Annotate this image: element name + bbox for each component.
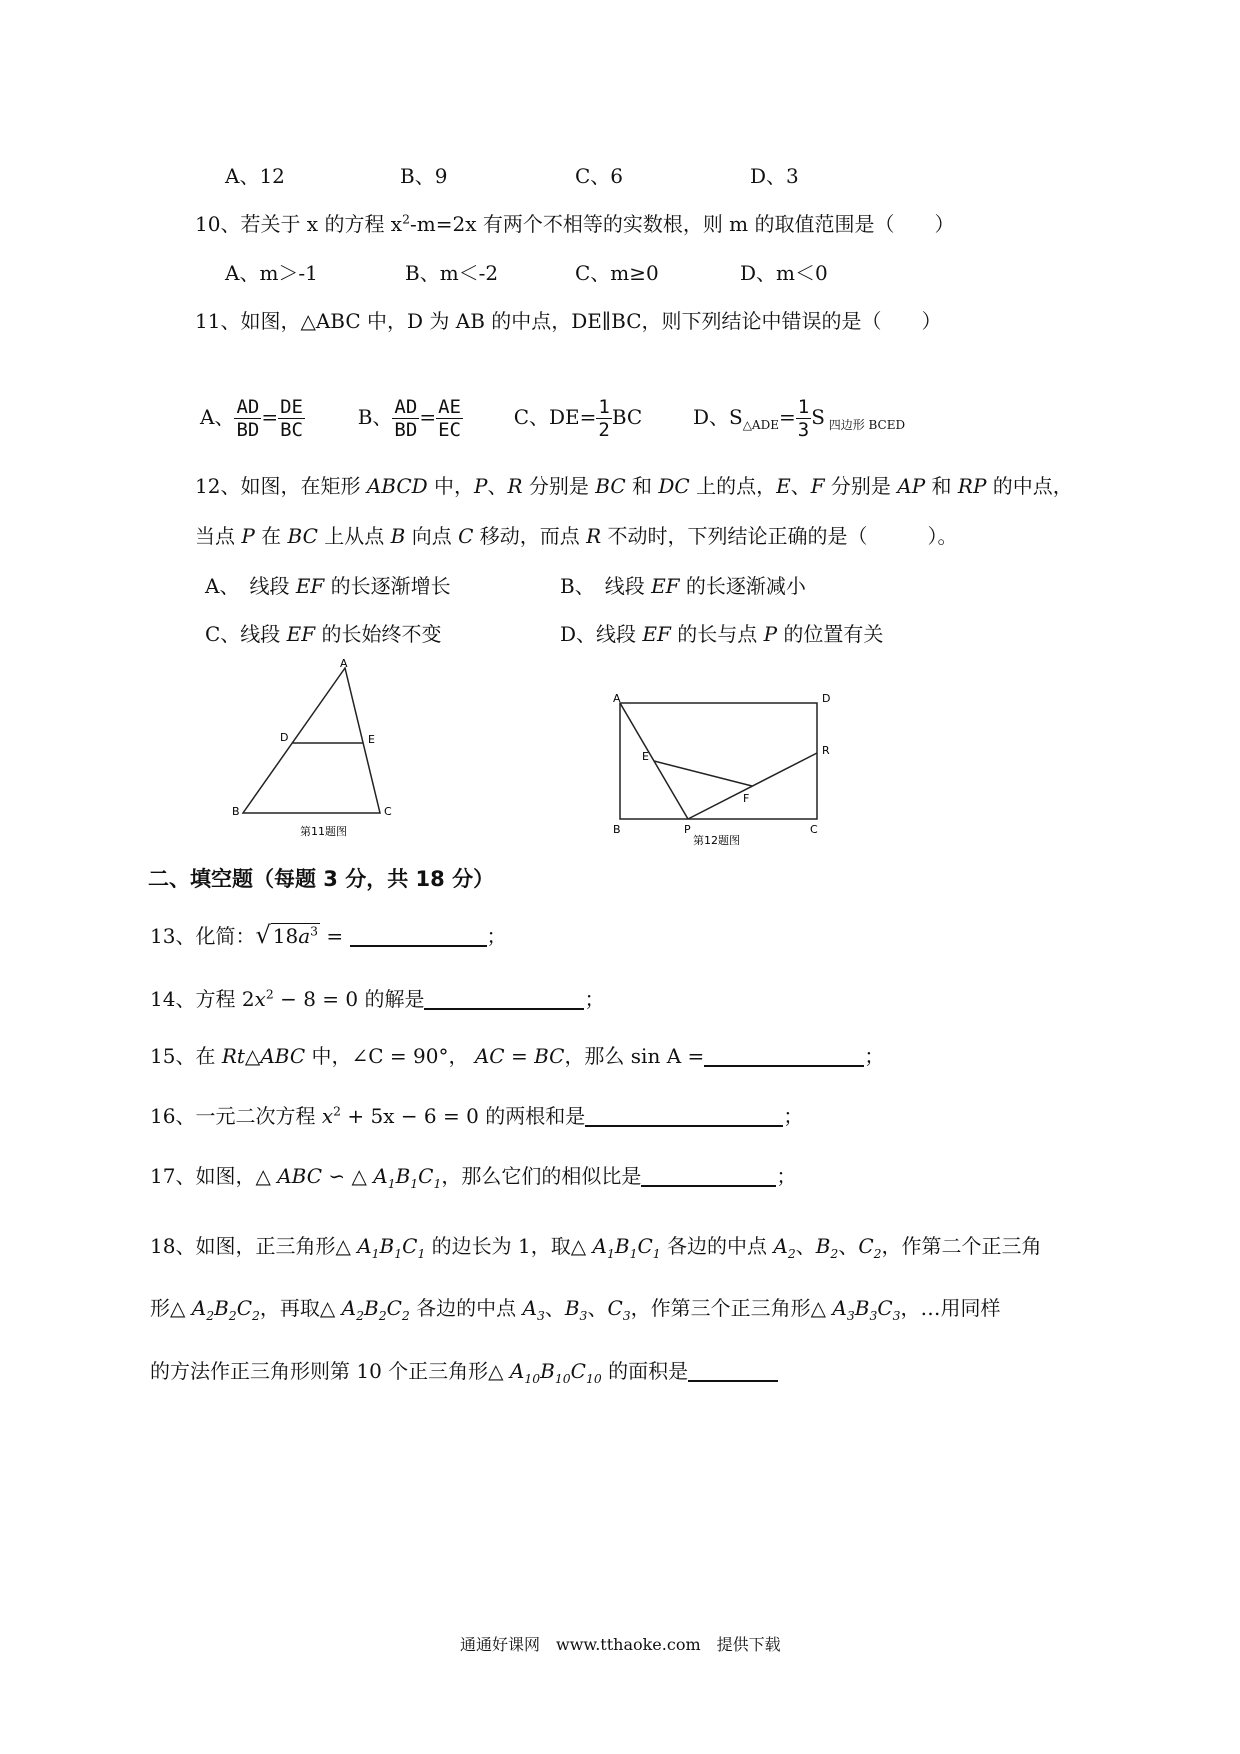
fig11-label-b: B [232,805,240,818]
fig12-label-a: A [613,692,621,705]
q17: 17、如图，△ ABC ∽ △ $A_1B_1C_1$，那么它们的相似比是 ； [150,1164,797,1191]
q18-line3: 的方法作正三角形则第 10 个正三角形△ $A_{10}B_{10}C_{10}$ 的面积是 [150,1355,778,1386]
q9-option-d: D、3 [750,164,799,188]
q10-option-c: C、m≥0 [575,261,659,285]
q11-stem: 11、如图，△ABC 中，D 为 AB 的中点，DE∥BC，则下列结论中错误的是（ ） [195,309,942,333]
q18-line1: 18、如图，正三角形△ $A_1B_1C_1$ 的边长为 1，取△ $A_1B_1C_1$ 各边的中点 $A_2$、$B_2$、$C_2$，作第二个正三角 [150,1234,1042,1261]
q14-answer-blank[interactable] [424,988,584,1010]
q11-options [200,396,905,441]
fig12-label-b: B [613,823,621,836]
fig12-label-f: F [743,792,750,805]
fig11-label-d: D [280,731,289,744]
q14: 14、方程 $2x^2 - 8 = 0$ 的解是 ； [150,986,605,1011]
q12-option-b: B、 线段 EF 的长逐渐减小 [560,574,806,598]
q12-option-c: C、线段 EF 的长始终不变 [205,622,442,646]
q11-option-d: D、$S_{\triangle ADE}=$ $\frac{1}{3}$ S $_{四边形 BCED}$ [692,396,906,441]
q16-answer-blank[interactable] [585,1105,783,1127]
fig11-caption: 第11题图 [300,825,347,838]
q11-option-b: B、 $\frac{AD}{BD}$ = $\frac{AE}{EC}$ [357,396,461,441]
figure-12-rectangle [600,680,840,845]
q10-option-b: B、m＜-2 [405,261,499,285]
q9-option-a: A、12 [225,164,285,188]
q16: 16、一元二次方程 $x^2 + 5x - 6 = 0$ 的两根和是 ； [150,1103,804,1128]
q10-option-d: D、m＜0 [740,261,828,285]
fig12-label-p: P [684,823,691,836]
q18-line2: 形△ $A_2B_2C_2$，再取△ $A_2B_2C_2$ 各边的中点 $A_3$、$B_3$、$C_3$，作第三个正三角形△ $A_3B_3C_3$，…用同样 [150,1296,1001,1323]
q10-option-a: A、m＞-1 [225,261,318,285]
fig11-label-e: E [368,733,375,746]
q9-option-c: C、6 [575,164,624,188]
section-2-heading: 二、填空题（每题 3 分，共 18 分） [148,867,495,891]
q12-option-d: D、线段 EF 的长与点 P 的位置有关 [560,622,884,646]
footer-source: 通通好课网 www.tthaoke.com 提供下载 [460,1635,781,1654]
q11-option-a: A、 $\frac{AD}{BD}$ = $\frac{DE}{BC}$ [200,396,303,441]
radical-icon: √ [255,921,271,949]
q12-option-a: A、 线段 EF 的长逐渐增长 [205,574,451,598]
fig11-label-a: A [340,657,348,670]
q12-stem-line2: 当点 P 在 BC 上从点 B 向点 C 移动，而点 R 不动时，下列结论正确的是（ ）。 [195,524,958,548]
q10-stem: 10、若关于 x 的方程 $x^2-m=2x$ 有两个不相等的实数根，则 m 的取值范围是（ ） [195,211,955,236]
fig12-label-d: D [822,692,831,705]
q15-answer-blank[interactable] [704,1045,864,1067]
fig12-label-r: R [822,744,830,757]
q9-option-b: B、9 [400,164,448,188]
q12-stem-line1: 12、如图，在矩形 ABCD 中，P、R 分别是 BC 和 DC 上的点，E、F 分别是 AP 和 RP 的中点， [195,474,1073,498]
q13-answer-blank[interactable] [350,925,487,947]
fig11-label-c: C [384,805,392,818]
q13: 13、化简：√ $18a^3$ = ； [150,921,507,949]
fig12-label-c: C [810,823,818,836]
fig12-label-e: E [642,750,649,763]
figure-11-triangle [225,655,425,840]
q18-answer-blank[interactable] [688,1360,778,1382]
q15: 15、在 Rt△ABC 中，∠C = 90°， AC = BC，那么 sin A = ； [150,1044,885,1068]
q17-answer-blank[interactable] [641,1165,776,1187]
fig12-caption: 第12题图 [693,834,740,845]
q11-option-c: C、DE= $\frac{1}{2}$ BC [513,396,643,441]
